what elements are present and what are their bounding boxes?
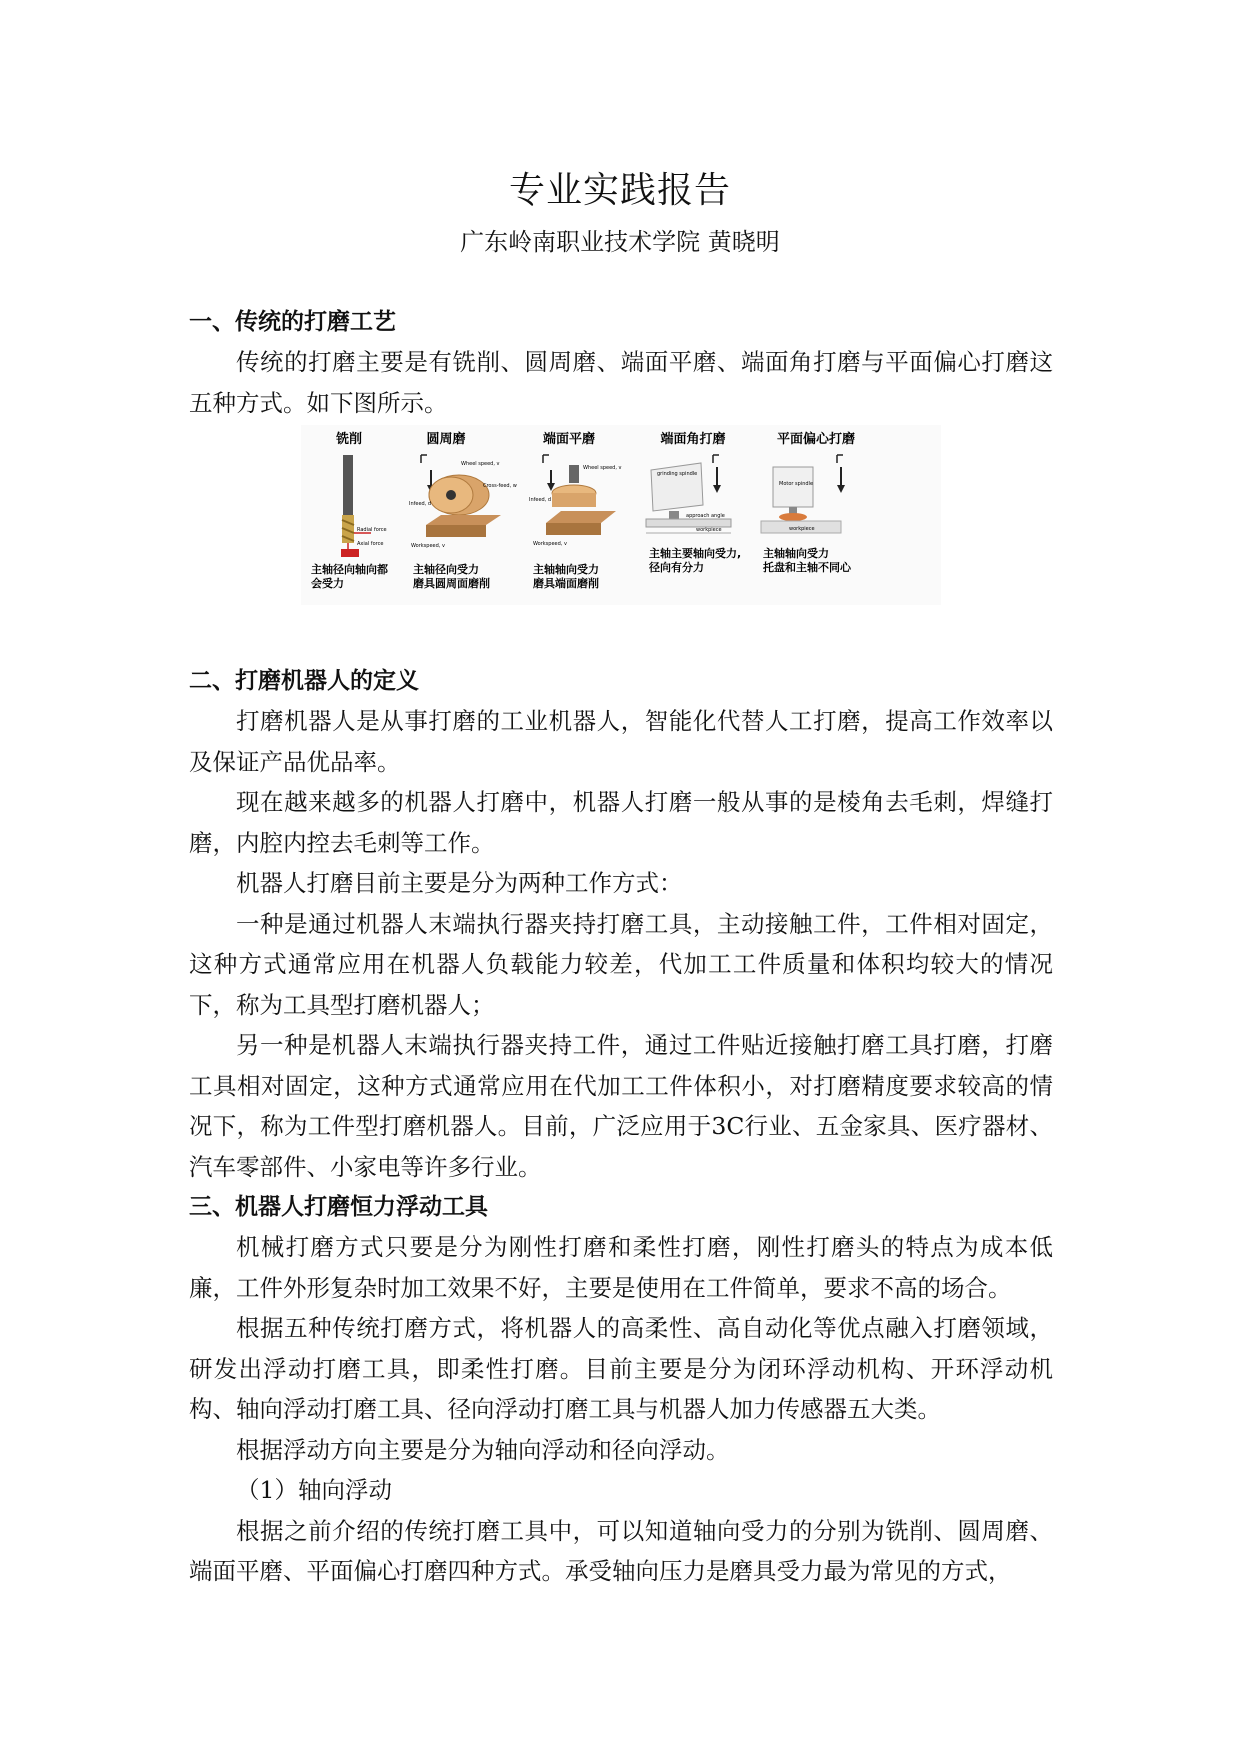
workpiece-icon <box>341 549 359 557</box>
section-heading-2: 二、打磨机器人的定义 <box>189 668 419 694</box>
diagram-label: Axial force <box>357 541 384 547</box>
paragraph: 传统的打磨主要是有铣削、圆周磨、端面平磨、端面角打磨与平面偏心打磨这五种方式。如下图所示。 <box>189 348 1053 417</box>
paragraph: （1）轴向浮动 <box>236 1476 392 1504</box>
paragraph: 另一种是机器人末端执行器夹持工件，通过工件贴近接触打磨工具打磨，打磨工具相对固定，这种方式通常应用在代加工工件体积小，对打磨精度要求较高的情况下，称为工件型打磨机器人。目前，广泛应用于3C行业、五金家具、医疗器材、汽车零部件、小家电等许多行业。 <box>189 1031 1053 1181</box>
workpiece-side-icon <box>426 525 486 537</box>
panel-caption: 磨具端面磨削 <box>533 577 599 590</box>
panel-title: 圆周磨 <box>426 432 466 447</box>
grinding-methods-figure <box>301 425 941 605</box>
panel-caption: 会受力 <box>311 577 344 590</box>
diagram-label: approach angle <box>686 513 725 519</box>
diagram-label: Infeed, d <box>409 501 432 507</box>
spacer <box>189 605 1053 661</box>
panel-title: 端面角打磨 <box>660 432 726 447</box>
panel-title: 平面偏心打磨 <box>776 432 856 447</box>
paragraph: 机械打磨方式只要是分为刚性打磨和柔性打磨，刚性打磨头的特点为成本低廉，工件外形复杂时加工效果不好，主要是使用在工件简单，要求不高的场合。 <box>189 1233 1053 1302</box>
diagram-label: Radial force <box>357 527 387 533</box>
author-line: 广东岭南职业技术学院 黄晓明 <box>460 228 780 256</box>
diagram-label: Workspeed, v <box>533 541 567 547</box>
page-title: 专业实践报告 <box>508 170 731 211</box>
panel-caption: 主轴轴向受力 <box>533 563 599 576</box>
workpiece-icon <box>646 519 731 527</box>
paragraph: 根据浮动方向主要是分为轴向浮动和径向浮动。 <box>236 1435 730 1464</box>
motor-spindle-icon <box>773 467 813 507</box>
panel-caption: 径向有分力 <box>649 561 704 574</box>
diagram-label: workpiece <box>789 526 815 532</box>
section-heading-1: 一、传统的打磨工艺 <box>189 309 396 335</box>
section-heading-3: 三、机器人打磨恒力浮动工具 <box>189 1194 488 1220</box>
diagram-label: Cross-feed, w <box>483 483 517 489</box>
paragraph: 根据之前介绍的传统打磨工具中，可以知道轴向受力的分别为铣削、圆周磨、端面平磨、平面偏心打磨四种方式。承受轴向压力是磨具受力最为常见的方式， <box>189 1516 1053 1585</box>
paragraph: 机器人打磨目前主要是分为两种工作方式： <box>236 869 683 897</box>
diagram-label: Wheel speed, v <box>583 465 622 471</box>
panel-caption: 主轴径向轴向都 <box>311 563 388 576</box>
figure-background <box>301 425 941 605</box>
spindle-icon <box>569 465 579 483</box>
panel-caption: 主轴主要轴向受力, <box>649 547 742 560</box>
panel-title: 端面平磨 <box>542 432 596 447</box>
pad-icon <box>669 511 679 519</box>
backing-pad-icon <box>779 513 807 521</box>
paragraph: 打磨机器人是从事打磨的工业机器人，智能化代替人工打磨，提高工作效率以及保证产品优品率。 <box>189 707 1053 776</box>
diagram-label: Infeed, d <box>529 497 552 503</box>
panel-caption: 主轴轴向受力 <box>763 547 829 560</box>
panel-caption: 主轴径向受力 <box>413 563 479 576</box>
diagram-label: workpiece <box>696 527 722 533</box>
paragraph: 一种是通过机器人末端执行器夹持打磨工具，主动接触工件，工件相对固定，这种方式通常应用在机器人负载能力较差，代加工工件质量和体积均较大的情况下，称为工具型打磨机器人； <box>189 909 1053 1019</box>
wheel-hub-icon <box>446 490 456 500</box>
diagram-label: Motor spindle <box>779 481 814 487</box>
cup-wheel-side-icon <box>552 493 596 507</box>
diagram-label: grinding spindle <box>657 471 698 477</box>
workpiece-side-icon <box>546 523 601 535</box>
report-body <box>189 302 1053 1592</box>
panel-caption: 磨具圆周面磨削 <box>413 577 490 590</box>
paragraph: 现在越来越多的机器人打磨中，机器人打磨一般从事的是棱角去毛刺，焊缝打磨，内腔内控去毛刺等工作。 <box>189 788 1053 857</box>
panel-caption: 托盘和主轴不同心 <box>763 561 851 574</box>
panel-title: 铣削 <box>335 432 363 447</box>
diagram-label: Workspeed, v <box>411 543 445 549</box>
paragraph: 根据五种传统打磨方式，将机器人的高柔性、高自动化等优点融入打磨领域，研发出浮动打磨工具，即柔性打磨。目前主要是分为闭环浮动机构、开环浮动机构、轴向浮动打磨工具、径向浮动打磨工具与机器人加力传感器五大类。 <box>189 1314 1053 1423</box>
grinding-methods-diagram <box>301 425 941 605</box>
diagram-label: Wheel speed, v <box>461 461 500 467</box>
mill-shank-icon <box>343 455 353 515</box>
